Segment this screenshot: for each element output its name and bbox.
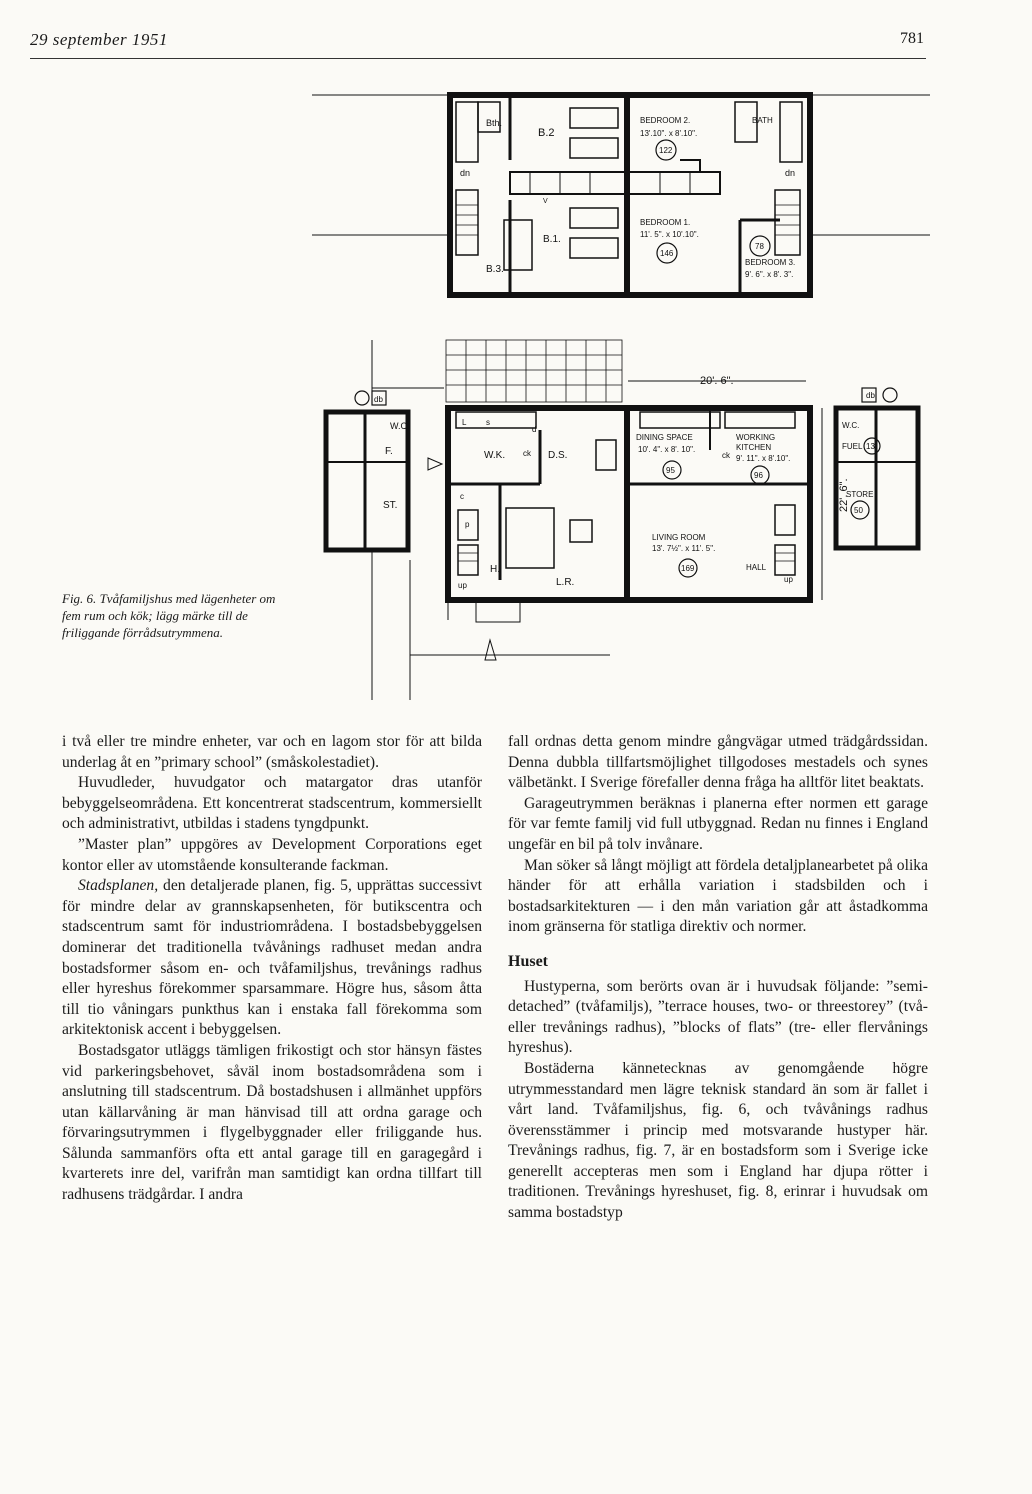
label-db-left: db bbox=[374, 395, 383, 404]
right-paragraph-4: Hustyperna, som berörts ovan är i huvudsak följande: ”semi-detached” (tvåfamiljs), ”terrace houses, two- or threestorey” (två- eller trevånings radhus), ”blocks of flats” (tre- eller flervånings hyreshus). bbox=[508, 977, 928, 1057]
label-v: V bbox=[543, 198, 548, 205]
label-ck-right: ck bbox=[722, 451, 730, 460]
page-number: 781 bbox=[900, 30, 924, 47]
label-bedroom3-area: 78 bbox=[755, 242, 764, 251]
label-living: LIVING ROOM bbox=[652, 533, 706, 542]
label-dn-left: dn bbox=[460, 168, 471, 178]
label-wc-right: W.C. bbox=[842, 421, 860, 430]
label-bedroom1-dim: 11'. 5". x 10'.10". bbox=[640, 230, 699, 239]
left-column bbox=[62, 732, 482, 1206]
label-working: WORKING bbox=[736, 433, 776, 442]
figure-caption bbox=[62, 590, 292, 641]
label-bedroom1: BEDROOM 1. bbox=[640, 218, 691, 227]
label-kitchen-dim: 9'. 11". x 8'.10". bbox=[736, 454, 791, 463]
label-f: F. bbox=[385, 446, 393, 457]
label-bedroom2: BEDROOM 2. bbox=[640, 116, 691, 125]
label-dining: DINING SPACE bbox=[636, 433, 693, 442]
left-paragraph-4 bbox=[62, 876, 482, 1041]
label-bedroom3-dim: 9'. 6". x 8'. 3". bbox=[745, 270, 794, 279]
label-st: ST. bbox=[383, 500, 398, 511]
left-paragraph-2: Huvudleder, huvudgator och matargator dras utanför bebyggelseområdena. Ett koncentrerat stadscentrum, kommersiellt och administrativt, utbildas i stadens tyngdpunkt. bbox=[62, 774, 482, 833]
label-db-right: db bbox=[866, 391, 875, 400]
label-bedroom2-dim: 13'.10". x 8'.10". bbox=[640, 129, 698, 138]
label-l: L bbox=[462, 418, 467, 427]
label-store: STORE bbox=[846, 490, 874, 499]
label-bath-right: BATH bbox=[752, 116, 773, 125]
caption-text: Tvåfamiljshus med lägenheter om fem rum och kök; lägg märke till de friliggande förrådsutrymmena. bbox=[62, 591, 276, 640]
label-ds: D.S. bbox=[548, 450, 568, 461]
left-paragraph-1: i två eller tre mindre enheter, var och en lagom stor för att bilda underlag åt en ”primary school” (småskolestadiet). bbox=[62, 733, 482, 771]
label-fuel-area: 13 bbox=[866, 442, 875, 451]
right-paragraph-2: Garageutrymmen beräknas i planerna efter normen ett garage för var femte familj vid full utbyggnad. Redan nu finnes i England ungefär en bil på tolv invånare. bbox=[508, 794, 928, 853]
label-bedroom2-area: 122 bbox=[659, 146, 673, 155]
left-paragraph-4-text: den detaljerade planen, fig. 5, upprättas successivt för mindre delar av grannskapsenheten, för butikscentra och stadscentrum samt för industriområdena. I bostadsbebyggelsen dominerar det traditionella tvåvånings radhuset medan andra bostadsformer såsom en- och tvåfamiljshus, trevånings radhus eller hyreshus förekommer sparsammare. Högre hus, såsom åtta till tio våningars punkthus kan i enstaka fall förekomma som arkitektonisk accent i bebyggelsen. bbox=[62, 877, 482, 1039]
label-wk: W.K. bbox=[484, 450, 506, 461]
right-column bbox=[508, 732, 928, 1224]
label-dn-right: dn bbox=[785, 168, 796, 178]
label-depth-dim: 22'. 6". bbox=[838, 478, 850, 512]
label-lr: L.R. bbox=[556, 577, 575, 588]
label-hall: HALL bbox=[746, 563, 767, 572]
floor-plan-figure bbox=[300, 80, 940, 710]
label-b2: B.2 bbox=[538, 127, 555, 139]
label-kitchen: KITCHEN bbox=[736, 443, 772, 452]
label-living-area: 169 bbox=[681, 564, 695, 573]
label-dining-area: 95 bbox=[666, 466, 675, 475]
label-c: c bbox=[460, 492, 464, 501]
label-width-dim: 20'. 6". bbox=[700, 375, 734, 387]
left-outbuilding bbox=[326, 412, 408, 550]
label-fuel: FUEL bbox=[842, 442, 863, 451]
caption-prefix: Fig. 6. bbox=[62, 591, 97, 606]
section-heading-huset: Huset bbox=[508, 952, 548, 970]
stadsplanen-term: Stadsplanen, bbox=[78, 877, 159, 895]
header-date: 29 september 1951 bbox=[30, 30, 168, 49]
label-store-area: 50 bbox=[854, 506, 863, 515]
label-ck-left: ck bbox=[523, 449, 531, 458]
left-paragraph-5: Bostadsgator utläggs tämligen frikostigt och stor hänsyn fästes vid parkeringsbehovet, såväl inom bostadsområdena som i anslutning till stadscentrum. Då bostadshusen i allmänhet uppförs utan källarvåning är man hänvisad till att ordna garage och förvaringsutrymmen i flygelbyggnader eller friliggande hus. Sålunda sammanförs ofta ett antal garage till en garagegård i kvarterets inre del, varifrån man samtidigt kan ordna tillfart till radhusens trädgårdar. I andra bbox=[62, 1041, 482, 1204]
label-up-right: up bbox=[784, 575, 793, 584]
label-bedroom1-area: 146 bbox=[660, 249, 674, 258]
left-paragraph-3: ”Master plan” uppgöres av Development Corporations eget kontor eller av utomstående konsulterande fackman. bbox=[62, 835, 482, 874]
right-paragraph-5: Bostäderna kännetecknas av genomgående högre utrymmesstandard men lägre teknisk standard än som är fallet i vårt land. Tvåfamiljshus, fig. 6, och tvåvånings radhus överensstämmer i princip med motsvarande hustyper här. Trevånings radhus, fig. 7, är en bostadsform som i Sverige icke generellt accepteras men som i England har djupa rötter i traditionen. Trevånings hyreshuset, fig. 8, erinrar i huvudsak om samma bostadstyp bbox=[508, 1059, 928, 1222]
label-b1: B.1. bbox=[543, 234, 561, 245]
label-dining-dim: 10'. 4". x 8'. 10". bbox=[638, 445, 696, 454]
label-bath-left: Bth. bbox=[486, 118, 503, 128]
label-p: p bbox=[465, 520, 470, 529]
label-living-dim: 13'. 7½". x 11'. 5". bbox=[652, 544, 716, 553]
label-d: d bbox=[532, 425, 537, 434]
right-paragraph-3: Man söker så långt möjligt att fördela detaljplanearbetet på olika händer för att erhålla variation i stadsbilden och i bostadsarkitekturen — i den mån variation går att åstadkomma inom gränserna för statliga direktiv och normer. bbox=[508, 856, 928, 936]
label-wc-left: W.C. bbox=[390, 421, 410, 431]
label-bedroom3: BEDROOM 3. bbox=[745, 258, 796, 267]
label-up-left: up bbox=[458, 581, 467, 590]
label-s: s bbox=[486, 418, 490, 427]
label-b3: B.3. bbox=[486, 264, 504, 275]
label-kitchen-area: 96 bbox=[754, 471, 763, 480]
header-rule bbox=[30, 58, 926, 59]
right-paragraph-1: fall ordnas detta genom mindre gångvägar utmed trädgårdssidan. Denna dubbla tillfartsmöjlighet tillgodoses mestadels och synes välbetänkt. I Sverige förefaller denna fråga ha alltför litet beaktats. bbox=[508, 733, 928, 792]
label-h: H. bbox=[490, 564, 500, 575]
